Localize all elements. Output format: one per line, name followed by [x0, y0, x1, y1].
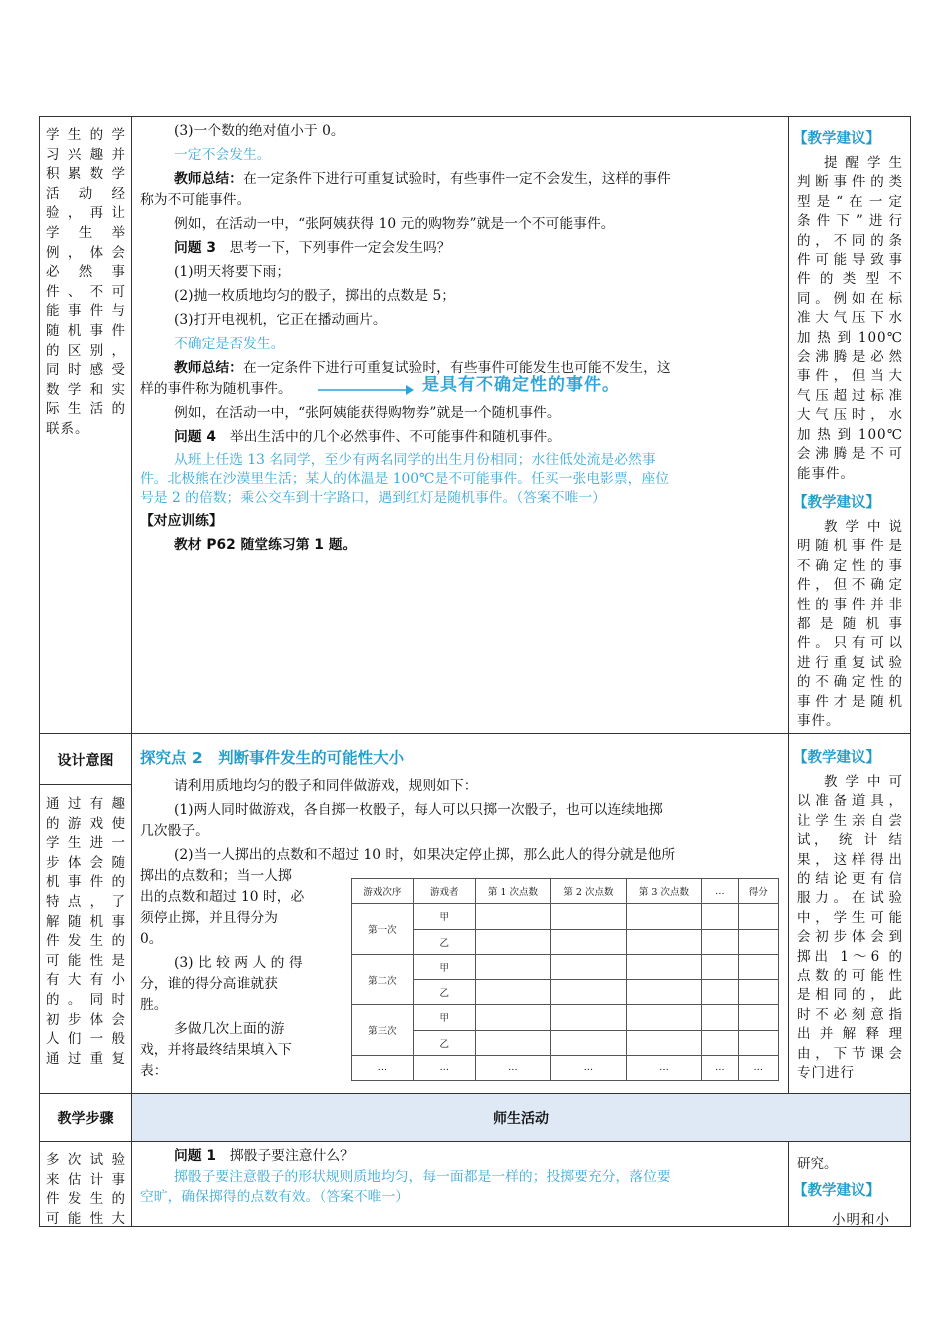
border-right — [910, 116, 911, 1226]
rule-2-c: 出的点数和超过 10 时，必 — [140, 889, 305, 905]
rule-3-c: 胜。 — [140, 997, 168, 1013]
suggestion-tag-1: 【教学建议】 — [793, 131, 880, 147]
round-3: 第三次 — [352, 1005, 414, 1056]
table-row — [352, 980, 779, 1005]
border-bottom — [39, 1226, 911, 1227]
border-left — [39, 116, 40, 1226]
suggestion-tag-3: 【教学建议】 — [793, 750, 880, 766]
answer-3-line2: 件。北极熊在沙漠里生活；某人的体温是 100℃是不可能事件。任买一张电影票，座位 — [140, 471, 670, 487]
border-col2-b — [788, 1141, 789, 1226]
player-a: 甲 — [413, 1005, 475, 1030]
step-label: 教学步骤 — [57, 1111, 114, 1127]
suggestion-text-3: 教学中可 以准备道具， 让学生亲自尝 试， 统 计 结 果，这样得出 的结论更有信 服力。在试验 中，学生可能 会初步体会到 掷出 1～6 的 点数的可能性 是相同的，此 时不必刻意指 出 并 解 释 理 由，下节课会 专门进行 — [797, 774, 903, 1082]
rule-2-e: 0。 — [140, 931, 163, 947]
border-col2 — [788, 116, 789, 1093]
table-row — [352, 954, 779, 979]
border-row1 — [39, 733, 911, 734]
round-1: 第一次 — [352, 904, 414, 955]
player-a: 甲 — [413, 904, 475, 929]
table-row-ellipsis: … … … … … … … — [352, 1055, 779, 1080]
suggestion-tag-4: 【教学建议】 — [793, 1183, 880, 1199]
border-row3 — [39, 1141, 911, 1142]
table-row — [352, 1030, 779, 1055]
practice-label: 【对应训练】 — [140, 513, 223, 529]
th-player: 游戏者 — [413, 879, 475, 904]
round-2: 第二次 — [352, 954, 414, 1005]
rule-4: 多做几次上面的游 — [174, 1021, 285, 1037]
table-header-row — [352, 879, 779, 904]
left-intent-mid: 通过有趣 的游戏使 学生进一 步体会随 机事件的 特点，了 解随机事 件发生的 可能性是 有大有小 的。同时 初步体会 人们一般 通过重复 — [46, 796, 126, 1067]
example-2: 例如，在活动一中，“张阿姨能获得购物券”就是一个随机事件。 — [174, 405, 561, 421]
table-row — [352, 904, 779, 929]
border-design-label — [39, 784, 131, 785]
suggestion-text-cont: 研究。 — [797, 1156, 838, 1172]
section1-content — [140, 121, 780, 556]
suggestion-text-1: 提醒学生 判断事件的类 型是“在一定 条件下”进行 的，不同的条 件可能导致事 件 的 类 型 不 同。例如在标 准大气压下水 加 热 到 100℃ 会沸腾是必然 事件，但当大 气压超过标准 大气压时，水 加 热 到 100℃ 会沸腾是不可 能事件。 — [797, 155, 903, 482]
answer-dice-2: 空旷，确保掷得的点数有效。（答案不唯一） — [140, 1189, 410, 1205]
design-intent-label: 设计意图 — [57, 753, 114, 769]
summary-1-cont: 称为不可能事件。 — [140, 192, 251, 208]
answer-3-line3: 号是 2 的倍数；乘公交车到十字路口，遇到红灯是随机事件。（答案不唯一） — [140, 490, 606, 506]
q-item-3: (3)一个数的绝对值小于 0。 — [174, 123, 345, 139]
handwritten-note: 是具有不确定性的事件。 — [422, 375, 620, 395]
suggestion-text-2: 教学中说 明随机事件是 不确定性的事 件，但不确定 性的事件并非 都 是 随 机 事 件。只有可以 进行重复试验 的不确定性的 事件才是随机 事件。 — [797, 519, 903, 730]
example-1: 例如，在活动一中，“张阿姨获得 10 元的购物券”就是一个不可能事件。 — [174, 216, 615, 232]
summary-2-cont: 样的事件称为随机事件。 是具有不确定性的事件。 — [140, 375, 620, 397]
summary-2: 教师总结：在一定条件下进行可重复试验时，有些事件可能发生也可能不发生，这 — [174, 360, 671, 376]
player-b: 乙 — [413, 980, 475, 1005]
answer-3-line1: 从班上任选 13 名同学，至少有两名同学的出生月份相同；水往低处流是必然事 — [174, 452, 656, 468]
answer-1: 一定不会发生。 — [174, 147, 271, 163]
left-intent-top: 学生的学 习兴趣并 积累数学 活 动 经 验，再让 学 生 举 例，体会 必 然 事 件、不可 能事件与 随机事件 的区别， 同时感受 数学和实 际生活的 联系。 — [46, 127, 126, 437]
question-1: 问题 1 掷骰子要注意什么？ — [174, 1148, 354, 1164]
rule-3: (3) 比 较 两 人 的 得 — [174, 955, 303, 971]
rule-4-c: 表： — [140, 1063, 168, 1079]
th-roll1: 第 1 次点数 — [475, 879, 551, 904]
q3-item-1: (1)明天将要下雨； — [174, 264, 291, 280]
q3-item-2: (2)抛一枚质地均匀的骰子，掷出的点数是 5； — [174, 288, 456, 304]
border-col1 — [131, 116, 132, 1226]
section2-title: 探究点 2 判断事件发生的可能性大小 — [140, 749, 405, 767]
player-a: 甲 — [413, 954, 475, 979]
summary-1: 教师总结：在一定条件下进行可重复试验时，有些事件一定不会发生，这样的事件 — [174, 171, 671, 187]
question-4: 问题 4 举出生活中的几个必然事件、不可能事件和随机事件。 — [174, 429, 561, 445]
rule-2-d: 须停止掷，并且得分为 — [140, 910, 278, 926]
rule-1-cont: 几次骰子。 — [140, 823, 209, 839]
th-more: … — [702, 879, 738, 904]
rule-4-b: 戏，并将最终结果填入下 — [140, 1042, 292, 1058]
suggestion-text-4: 小明和小 — [832, 1212, 890, 1228]
game-intro: 请利用质地均匀的骰子和同伴做游戏，规则如下： — [174, 778, 478, 794]
rule-2: (2)当一人掷出的点数和不超过 10 时，如果决定停止掷，那么此人的得分就是他所 — [174, 847, 676, 863]
left-intent-bottom: 多次试验 来估计事 件发生的 可能性大 — [46, 1152, 126, 1227]
th-score: 得分 — [738, 879, 778, 904]
answer-dice-1: 掷骰子要注意骰子的形状规则质地均匀，每一面都是一样的；投掷要充分，落位要 — [174, 1169, 671, 1185]
activity-label: 师生活动 — [493, 1111, 549, 1127]
question-3: 问题 3 思考一下，下列事件一定会发生吗？ — [174, 240, 451, 256]
game-table — [351, 878, 779, 1081]
border-top — [39, 116, 911, 117]
q3-item-3: (3)打开电视机，它正在播动画片。 — [174, 312, 387, 328]
rule-2-b: 掷出的点数和；当一人掷 — [140, 868, 292, 884]
arrow-icon — [318, 384, 414, 396]
practice-text: 教材 P62 随堂练习第 1 题。 — [174, 537, 357, 553]
rule-3-b: 分，谁的得分高谁就获 — [140, 976, 278, 992]
th-round: 游戏次序 — [352, 879, 414, 904]
player-b: 乙 — [413, 929, 475, 954]
suggestion-tag-2: 【教学建议】 — [793, 495, 880, 511]
answer-2: 不确定是否发生。 — [174, 336, 285, 352]
table-row — [352, 929, 779, 954]
th-roll2: 第 2 次点数 — [551, 879, 627, 904]
table-row — [352, 1005, 779, 1030]
th-roll3: 第 3 次点数 — [626, 879, 702, 904]
rule-1: (1)两人同时做游戏，各自掷一枚骰子，每人可以只掷一次骰子，也可以连续地掷 — [174, 802, 663, 818]
player-b: 乙 — [413, 1030, 475, 1055]
section3-content — [140, 1146, 780, 1207]
